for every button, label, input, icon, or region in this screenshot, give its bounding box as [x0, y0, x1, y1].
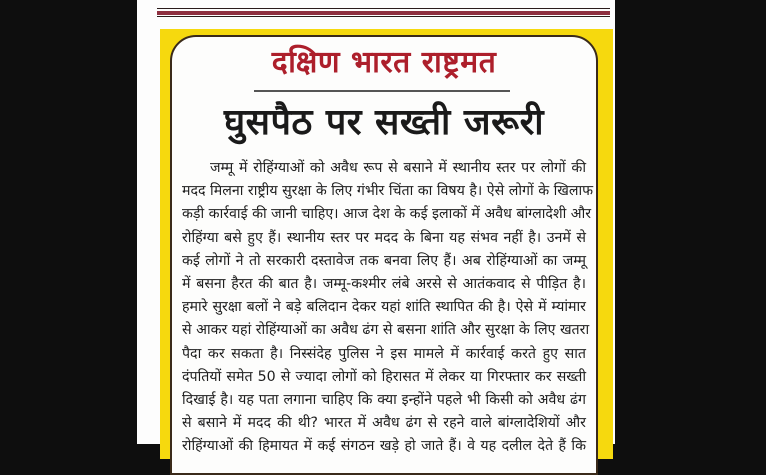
- decorative-top-rule: [157, 8, 610, 17]
- masthead-divider: [254, 90, 510, 92]
- article-body: [182, 157, 594, 459]
- rule-thin-bottom: [157, 16, 610, 17]
- body-line: दंपतियों समेत 50 से ज्यादा लोगों को हिरासत में लेकर या गिरफ्तार कर सख्ती: [182, 368, 586, 385]
- body-line: दिखाई है। यह पता लगाना चाहिए कि क्या इन्होंने पहले भी किसी को अवैध ढंग: [182, 392, 586, 409]
- body-line: से आकर यहां रोहिंग्याओं का अवैध ढंग से बसना शांति और सुरक्षा के लिए खतरा: [182, 322, 590, 339]
- newspaper-masthead: दक्षिण भारत राष्ट्रमत: [271, 45, 497, 80]
- newspaper-page: [137, 0, 615, 455]
- body-line: में बसना हैरत की बात है। जम्मू-कश्मीर लंबे अरसे से आतंकवाद से पीड़ित है।: [182, 276, 586, 293]
- body-line: पैदा कर सकता है। निस्संदेह पुलिस ने इस मामले में कार्रवाई करते हुए सात: [182, 345, 586, 362]
- body-line: कड़ी कार्रवाई की जानी चाहिए। आज देश के कई इलाकों में अवैध बांग्लादेशी और: [182, 206, 592, 223]
- body-line: रोहिंग्या बसे हुए हैं। स्थानीय स्तर पर मदद के बिना यह संभव नहीं है। उनमें से: [182, 229, 586, 246]
- article-headline: घुसपैठ पर सख्ती जरूरी: [223, 102, 545, 143]
- editorial-inner-panel: [170, 35, 598, 475]
- body-line: रोहिंग्याओं की हिमायत में कई संगठन खड़े हो जाते हैं। वे यह दलील देते हैं कि: [182, 438, 586, 455]
- editorial-box: [160, 29, 613, 459]
- body-line: जम्मू में रोहिंग्याओं को अवैध रूप से बसाने में स्थानीय स्तर पर लोगों की: [210, 160, 586, 176]
- rule-thick: [157, 11, 610, 15]
- body-line: से बसाने में मदद की थी? भारत में अवैध ढंग से रहने वाले बांग्लादेशियों और: [182, 415, 586, 432]
- body-line: हमारे सुरक्षा बलों ने बड़े बलिदान देकर यहां शांति स्थापित की है। ऐसे में म्यांमार: [182, 299, 586, 316]
- rule-thin-top: [157, 8, 610, 9]
- body-line: कई लोगों ने तो सरकारी दस्तावेज तक बनवा लिए हैं। अब रोहिंग्याओं का जम्मू: [182, 252, 586, 269]
- body-line: मदद मिलना राष्ट्रीय सुरक्षा के लिए गंभीर चिंता का विषय है। ऐसे लोगों के खिलाफ: [182, 183, 594, 200]
